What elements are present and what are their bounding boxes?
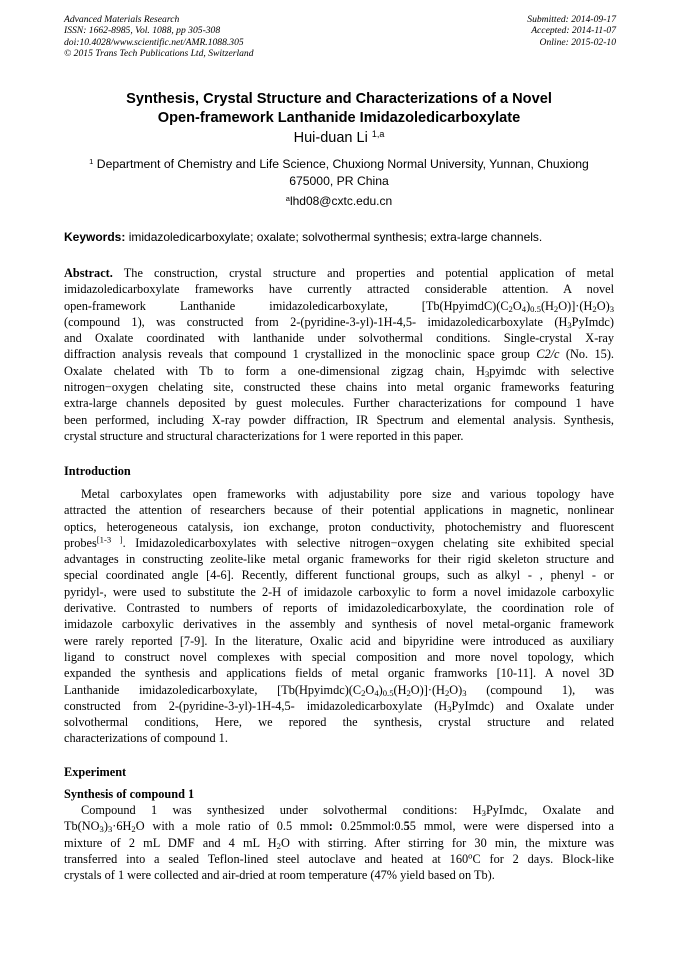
affiliation xyxy=(64,156,614,190)
journal-issn: ISSN: 1662-8985, Vol. 1088, pp 305-308 xyxy=(64,25,221,37)
abstract-line: imidazoledicarboxylate frameworks have currently attracted considerable attention. A novel xyxy=(64,282,614,297)
intro-line: Metal carboxylates open frameworks with adjustability pore size and various topology have xyxy=(81,487,614,501)
experiment-line: crystals of 1 were collected and air-dried at room temperature (47% yield based on Tb). xyxy=(64,868,495,883)
keywords-text: imidazoledicarboxylate; oxalate; solvothermal synthesis; extra-large channels. xyxy=(128,230,543,244)
intro-line: attracted the attention of researchers because of their potential applications in magnetic, nonlinear xyxy=(64,503,614,518)
accepted-date: Accepted: 2014-11-07 xyxy=(531,25,616,37)
intro-line: Lanthanide imidazoledicarboxylate, $[Tb(Hpyimdc)(C_2O_4)_{0.5}(H_2O)]\cdot(H_2O)_3$ (compound 1), was xyxy=(64,682,614,698)
email-address[interactable]: lhd08@cxtc.edu.cn xyxy=(289,194,393,208)
journal-header-right xyxy=(527,14,616,48)
intro-line: characterizations of compound 1. xyxy=(64,731,228,746)
abstract-line: diffraction analysis reveals that compound 1 crystallized in the monoclinic space group C2/c (No. 15). xyxy=(64,347,614,362)
author-line xyxy=(64,129,614,147)
experiment-heading: Experiment xyxy=(64,765,127,779)
title-line-2: Open-framework Lanthanide Imidazoledicarboxylate xyxy=(157,109,521,126)
introduction-text xyxy=(64,486,614,747)
citation-ref: [1-3 ] xyxy=(96,534,123,545)
journal-copyright: © 2015 Trans Tech Publications Ltd, Switzerland xyxy=(64,48,254,60)
intro-line: advantages in constructing zeolite-like metal organic frameworks for their rigid skeleton structure and xyxy=(64,552,614,567)
experiment-text xyxy=(64,802,614,883)
synthesis-subheading: Synthesis of compound 1 xyxy=(64,787,195,801)
abstract-line: nitrogen−oxygen chelating site, constructed these chains into metal organic frameworks featuring xyxy=(64,380,614,395)
experiment-line: $Tb(NO_3)_3\cdot 6H_2O$ with a mole ratio of 0.5 mmol: 0.25mmol:0.55 mmol, were were dispersed into a xyxy=(64,819,614,835)
email-line xyxy=(64,193,614,209)
intro-line: probes[1-3 ]. Imidazoledicarboxylates with selective nitrogen−oxygen chelating site exhibited special xyxy=(64,534,614,550)
abstract-line: and Oxalate coordinated with lanthanide under solvothermal conditions. Single-crystal X-ray xyxy=(64,331,614,346)
intro-line: imidazole carboxylic derivatives in the assembly and synthesis of novel metal-organic framework xyxy=(64,617,614,632)
abstract-line: Abstract. The construction, crystal structure and properties and potential application of metal xyxy=(64,266,614,280)
intro-line: pyridyl-, were used to substitute the 2-H of imidazole carboxylic to form a novel imidazole carboxylic xyxy=(64,584,614,599)
experiment-line: mixture of 2 mL DMF and 4 mL $H_2O$ with stirring. After stirring for 30 min, the mixture was xyxy=(64,835,614,851)
abstract-line: extra-large channels deposited by guest molecules. Further characterizations for compound 1 have xyxy=(64,396,614,411)
intro-line: expanded the synthesis and applications fields of metal organic framworks [10-11]. A novel 3D xyxy=(64,666,614,681)
abstract-line: open-framework Lanthanide imidazoledicarboxylate, $[Tb(HpyimdC)(C_2O_4)_{0.5}(H_2O)]\cdot(H_2O)_3$ xyxy=(64,298,614,314)
experiment-line: transferred into a sealed Teflon-lined steel autoclave and heated at 160$^o$C for 2 days. Block-like xyxy=(64,850,614,866)
intro-line: solvothermal conditions, Here, we repored the synthesis, crystal structure and related xyxy=(64,715,614,730)
intro-line: optics, heterogeneous catalysis, ion exchange, proton conductivity, photochemistry and fluorescent xyxy=(64,519,614,534)
author-name: Hui-duan Li xyxy=(293,130,368,146)
affiliation-line-1: Department of Chemistry and Life Science, Chuxiong Normal University, Yunnan, Chuxiong xyxy=(96,157,589,171)
title-line-1: Synthesis, Crystal Structure and Characterizations of a Novel xyxy=(126,91,552,107)
submitted-date: Submitted: 2014-09-17 xyxy=(527,14,616,25)
journal-doi: doi:10.4028/www.scientific.net/AMR.1088.305 xyxy=(64,36,244,48)
intro-line: were rarely reported [7-9]. In the literature, Oxalic acid and bipyridine were introduced as auxiliary xyxy=(64,633,614,648)
journal-name: Advanced Materials Research xyxy=(64,14,180,25)
abstract xyxy=(64,265,614,444)
intro-line: special coordinated angle [4-6]. Recently, different functional groups, such as alkyl - , phenyl - or xyxy=(64,568,614,583)
paper-title xyxy=(64,90,614,127)
abstract-line: crystal structure and structural characterizations for 1 were reported in this paper. xyxy=(64,428,464,443)
abstract-line: Oxalate chelated with Tb to form a one-dimensional zigzag chain, $H_3pyimdc$ with selective xyxy=(64,363,614,379)
intro-line: ligand to construct novel complexes with special composition and more novel topology, which xyxy=(64,649,614,664)
experiment-line: Compound 1 was synthesized under solvothermal conditions: $H_3PyImdc$, Oxalate and xyxy=(81,803,614,819)
abstract-line: (compound 1), was constructed from 2-(pyridine-3-yl)-1H-4,5- imidazoledicarboxylate $(H_3PyImdc)$ xyxy=(64,314,614,331)
affiliation-line-2: 675000, PR China xyxy=(289,174,389,188)
author-marks: 1,a xyxy=(371,129,385,140)
affiliation-mark: 1 xyxy=(89,156,94,166)
keywords-label: Keywords: xyxy=(64,230,126,244)
intro-line: derivative. Contrasted to numbers of reports of imidazoledicarboxylate, the coordination role of xyxy=(64,601,614,616)
journal-header-left xyxy=(64,14,254,60)
keywords xyxy=(64,229,614,245)
abstract-label: Abstract. xyxy=(64,266,113,280)
abstract-line: been performed, including X-ray powder diffraction, IR Spectrum and elemental analysis. Synthesis, xyxy=(64,412,614,427)
email-mark: a xyxy=(285,193,290,203)
online-date: Online: 2015-02-10 xyxy=(539,36,616,48)
introduction-heading: Introduction xyxy=(64,464,131,478)
intro-line: constructed from 2-(pyridine-3-yl)-1H-4,5- imidazoledicarboxylate $(H_3PyImdc)$ and Oxalate under xyxy=(64,698,614,714)
